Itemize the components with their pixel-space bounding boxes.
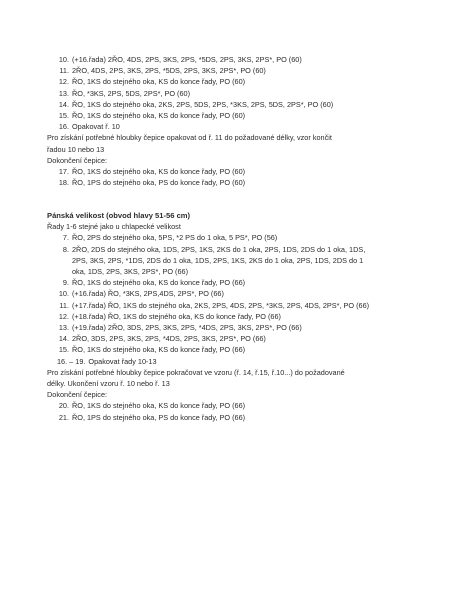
list-item bbox=[47, 232, 437, 243]
item-text: ŘO, 1KS do stejného oka, KS do konce řady, PO (60) bbox=[72, 77, 246, 87]
note-text: délky. Ukončení vzoru ř. 10 nebo ř. 13 bbox=[47, 379, 170, 389]
item-number: 14. bbox=[58, 99, 69, 109]
finish-label: Dokončení čepice: bbox=[47, 390, 108, 400]
item-number: 18. bbox=[58, 178, 69, 188]
item-number: 12. bbox=[58, 311, 69, 321]
item-text: Opakovat ř. 10 bbox=[72, 122, 120, 132]
item-text: (+19.řada) 2ŘO, 3DS, 2PS, 3KS, 2PS, *4DS, 2PS, 3KS, 2PS*, PO (66) bbox=[72, 323, 302, 333]
item-number: 10. bbox=[58, 289, 69, 299]
item-text-continuation: oka, 1DS, 2PS, 3KS, 2PS*, PO (66) bbox=[72, 267, 188, 277]
item-text: ŘO, 1KS do stejného oka, KS do konce řady, PO (66) bbox=[72, 401, 246, 411]
list-item bbox=[47, 110, 437, 121]
list-item bbox=[47, 121, 437, 132]
list-item bbox=[47, 288, 437, 299]
item-text: Opakovat řady 10-13 bbox=[88, 356, 157, 366]
list-item bbox=[47, 311, 437, 322]
item-number: 21. bbox=[58, 412, 69, 422]
finish-label: Dokončení čepice: bbox=[47, 155, 108, 165]
mens-section bbox=[47, 210, 437, 423]
intro-text: Řady 1-6 stejné jako u chlapecké velikost bbox=[47, 222, 181, 232]
item-number: 7. bbox=[62, 233, 69, 243]
item-number: 14. bbox=[58, 334, 69, 344]
item-number: 12. bbox=[58, 77, 69, 87]
item-number: 11. bbox=[59, 300, 69, 310]
list-item bbox=[47, 412, 437, 423]
item-text: ŘO, 1KS do stejného oka, KS do konce řady, PO (66) bbox=[72, 278, 246, 288]
item-text: 2ŘO, 2DS do stejného oka, 1DS, 2PS, 1KS, 2KS do 1 oka, 2PS, 1DS, 2DS do 1 oka, 1DS, bbox=[72, 244, 366, 254]
item-text: ŘO, *3KS, 2PS, 5DS, 2PS*, PO (60) bbox=[72, 88, 191, 98]
item-text: ŘO, 2PS do stejného oka, 5PS, *2 PS do 1 oka, 5 PS*, PO (56) bbox=[72, 233, 278, 243]
item-number: 16. bbox=[58, 122, 69, 132]
item-text: ŘO, 1PS do stejného oka, PS do konce řady, PO (60) bbox=[72, 178, 246, 188]
list-item bbox=[47, 88, 437, 99]
item-text: 2ŘO, 3DS, 2PS, 3KS, 2PS, *4DS, 2PS, 3KS, 2PS*, PO (66) bbox=[72, 334, 266, 344]
list-item bbox=[47, 99, 437, 110]
top-section bbox=[47, 54, 437, 188]
list-item bbox=[47, 400, 437, 411]
list-item bbox=[47, 300, 437, 311]
item-text: ŘO, 1PS do stejného oka, PS do konce řady, PO (66) bbox=[72, 412, 246, 422]
list-item bbox=[47, 277, 437, 288]
item-text: (+17.řada) ŘO, 1KS do stejného oka, 2KS, 2PS, 4DS, 2PS, *3KS, 2PS, 4DS, 2PS*, PO (66) bbox=[72, 300, 370, 310]
item-number: 17. bbox=[58, 167, 69, 177]
item-number: 9. bbox=[62, 278, 69, 288]
item-text: ŘO, 1KS do stejného oka, 2KS, 2PS, 5DS, 2PS, *3KS, 2PS, 5DS, 2PS*, PO (60) bbox=[72, 99, 334, 109]
list-item bbox=[47, 356, 437, 367]
item-number: 11. bbox=[59, 66, 69, 76]
item-text: ŘO, 1KS do stejného oka, KS do konce řady, PO (66) bbox=[72, 345, 246, 355]
list-item bbox=[47, 166, 437, 177]
list-item bbox=[47, 76, 437, 87]
item-text-continuation: 2PS, 3KS, 2PS, *1DS, 2DS do 1 oka, 1DS, 2PS, 1KS, 2KS do 1 oka, 2PS, 1DS, 2DS do 1 bbox=[72, 255, 364, 265]
item-number: 8. bbox=[62, 244, 69, 254]
item-number: 13. bbox=[58, 88, 69, 98]
item-text: ŘO, 1KS do stejného oka, KS do konce řady, PO (60) bbox=[72, 167, 246, 177]
item-text: (+16.řada) ŘO, *3KS, 2PS,4DS, 2PS*, PO (66) bbox=[72, 289, 224, 299]
item-number: 16. – 19. bbox=[57, 356, 86, 366]
item-text: (+18.řada) ŘO, 1KS do stejného oka, KS do konce řady, PO (66) bbox=[72, 311, 281, 321]
list-item bbox=[47, 244, 437, 255]
item-number: 20. bbox=[58, 401, 69, 411]
note-text: Pro získání potřebné hloubky čepice pokračovat ve vzoru (ř. 14, ř.15, ř.10...) do požadované bbox=[47, 367, 345, 377]
item-number: 15. bbox=[58, 345, 69, 355]
item-number: 13. bbox=[58, 323, 69, 333]
list-item bbox=[47, 344, 437, 355]
item-text: 2ŘO, 4DS, 2PS, 3KS, 2PS, *5DS, 2PS, 3KS, 2PS*, PO (60) bbox=[72, 66, 266, 76]
section-heading: Pánská velikost (obvod hlavy 51-56 cm) bbox=[47, 211, 191, 220]
item-text: (+16.řada) 2ŘO, 4DS, 2PS, 3KS, 2PS, *5DS, 2PS, 3KS, 2PS*, PO (60) bbox=[72, 55, 302, 64]
list-item bbox=[47, 65, 437, 76]
list-item bbox=[47, 54, 437, 65]
item-number: 15. bbox=[58, 111, 69, 121]
item-text: ŘO, 1KS do stejného oka, KS do konce řady, PO (60) bbox=[72, 111, 246, 121]
list-item bbox=[47, 177, 437, 188]
list-item bbox=[47, 322, 437, 333]
note-text: řadou 10 nebo 13 bbox=[47, 144, 105, 154]
list-item bbox=[47, 333, 437, 344]
note-text: Pro získání potřebné hloubky čepice opakovat od ř. 11 do požadované délky, vzor končit bbox=[47, 133, 332, 143]
item-number: 10. bbox=[58, 55, 69, 64]
